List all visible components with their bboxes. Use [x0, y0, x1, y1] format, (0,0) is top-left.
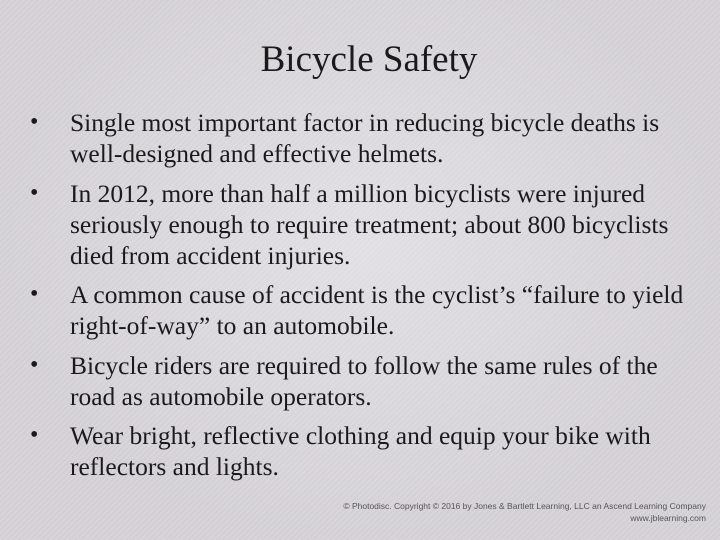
- copyright-credit: [306, 500, 706, 524]
- bullet-text: Wear bright, reflective clothing and equip your bike with reflectors and lights.: [70, 421, 651, 481]
- publisher-url: www.jblearning.com: [630, 513, 706, 523]
- copyright-line: © Photodisc. Copyright © 2016 by Jones & Bartlett Learning, LLC an Ascend Learning Company: [343, 501, 706, 511]
- bullet-item-helmets: [24, 107, 684, 169]
- bullet-marker: •: [30, 109, 39, 135]
- bullet-item-reflective-clothing: [24, 420, 684, 482]
- bullet-marker: •: [30, 179, 39, 206]
- bullet-marker: •: [30, 281, 39, 307]
- bullet-text: Single most important factor in reducing bicycle deaths is well-designed and effective helmets.: [70, 108, 660, 168]
- bullet-marker: •: [30, 351, 39, 378]
- bullet-text: Bicycle riders are required to follow the same rules of the road as automobile operators.: [70, 350, 658, 411]
- bullet-text: In 2012, more than half a million bicyclists were injured seriously enough to require treatment; about 800 bicyclists died from accident injuries.: [70, 178, 669, 270]
- slide-title: Bicycle Safety: [260, 39, 478, 80]
- bullet-item-rules-of-road: [24, 350, 684, 412]
- bullet-item-injuries: [24, 178, 684, 271]
- bullet-list: [24, 107, 684, 491]
- bullet-item-right-of-way: [24, 279, 684, 341]
- bullet-text: A common cause of accident is the cyclist’s “failure to yield right-of-way” to an automobile.: [70, 280, 684, 340]
- bullet-marker: •: [30, 422, 39, 448]
